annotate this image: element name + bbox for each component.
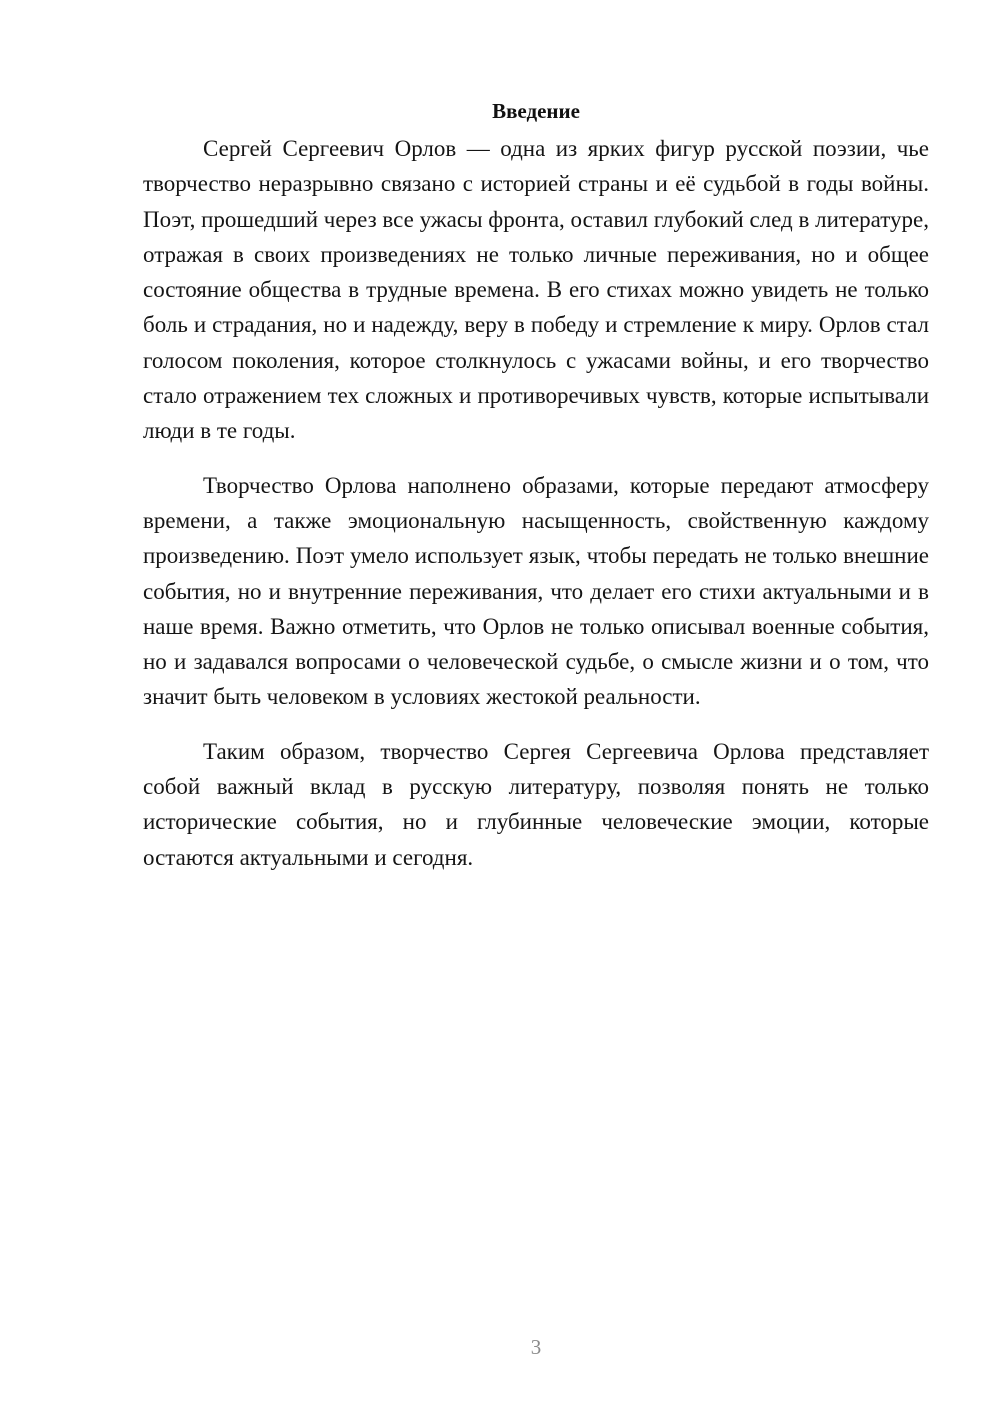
page-number: 3 xyxy=(530,1335,542,1359)
paragraph-2: Творчество Орлова наполнено образами, которые передают атмосферу времени, а также эмоциональную насыщенность, свойственную каждому произведению. Поэт умело использует язык, чтобы передать не только внешние события, но и внутренние переживания, что делает его стихи актуальными и в наше время. Важно отметить, что Орлов не только описывал военные события, но и задавался вопросами о человеческой судьбе, о смысле жизни и о том, что значит быть человеком в условиях жестокой реальности. xyxy=(143,472,929,710)
section-heading: Введение xyxy=(492,99,580,123)
document-body xyxy=(143,94,929,894)
paragraph-3: Таким образом, творчество Сергея Сергеевича Орлова представляет собой важный вклад в русскую литературу, позволяя понять не только исторические события, но и глубинные человеческие эмоции, которые остаются актуальными и сегодня. xyxy=(143,738,929,870)
paragraph-1: Сергей Сергеевич Орлов — одна из ярких фигур русской поэзии, чье творчество неразрывно связано с историей страны и её судьбой в годы войны. Поэт, прошедший через все ужасы фронта, оставил глубокий след в литературе, отражая в своих произведениях не только личные переживания, но и общее состояние общества в трудные времена. В его стихах можно увидеть не только боль и страдания, но и надежду, веру в победу и стремление к миру. Орлов стал голосом поколения, которое столкнулось с ужасами войны, и его творчество стало отражением тех сложных и противоречивых чувств, которые испытывали люди в те годы. xyxy=(143,136,929,444)
